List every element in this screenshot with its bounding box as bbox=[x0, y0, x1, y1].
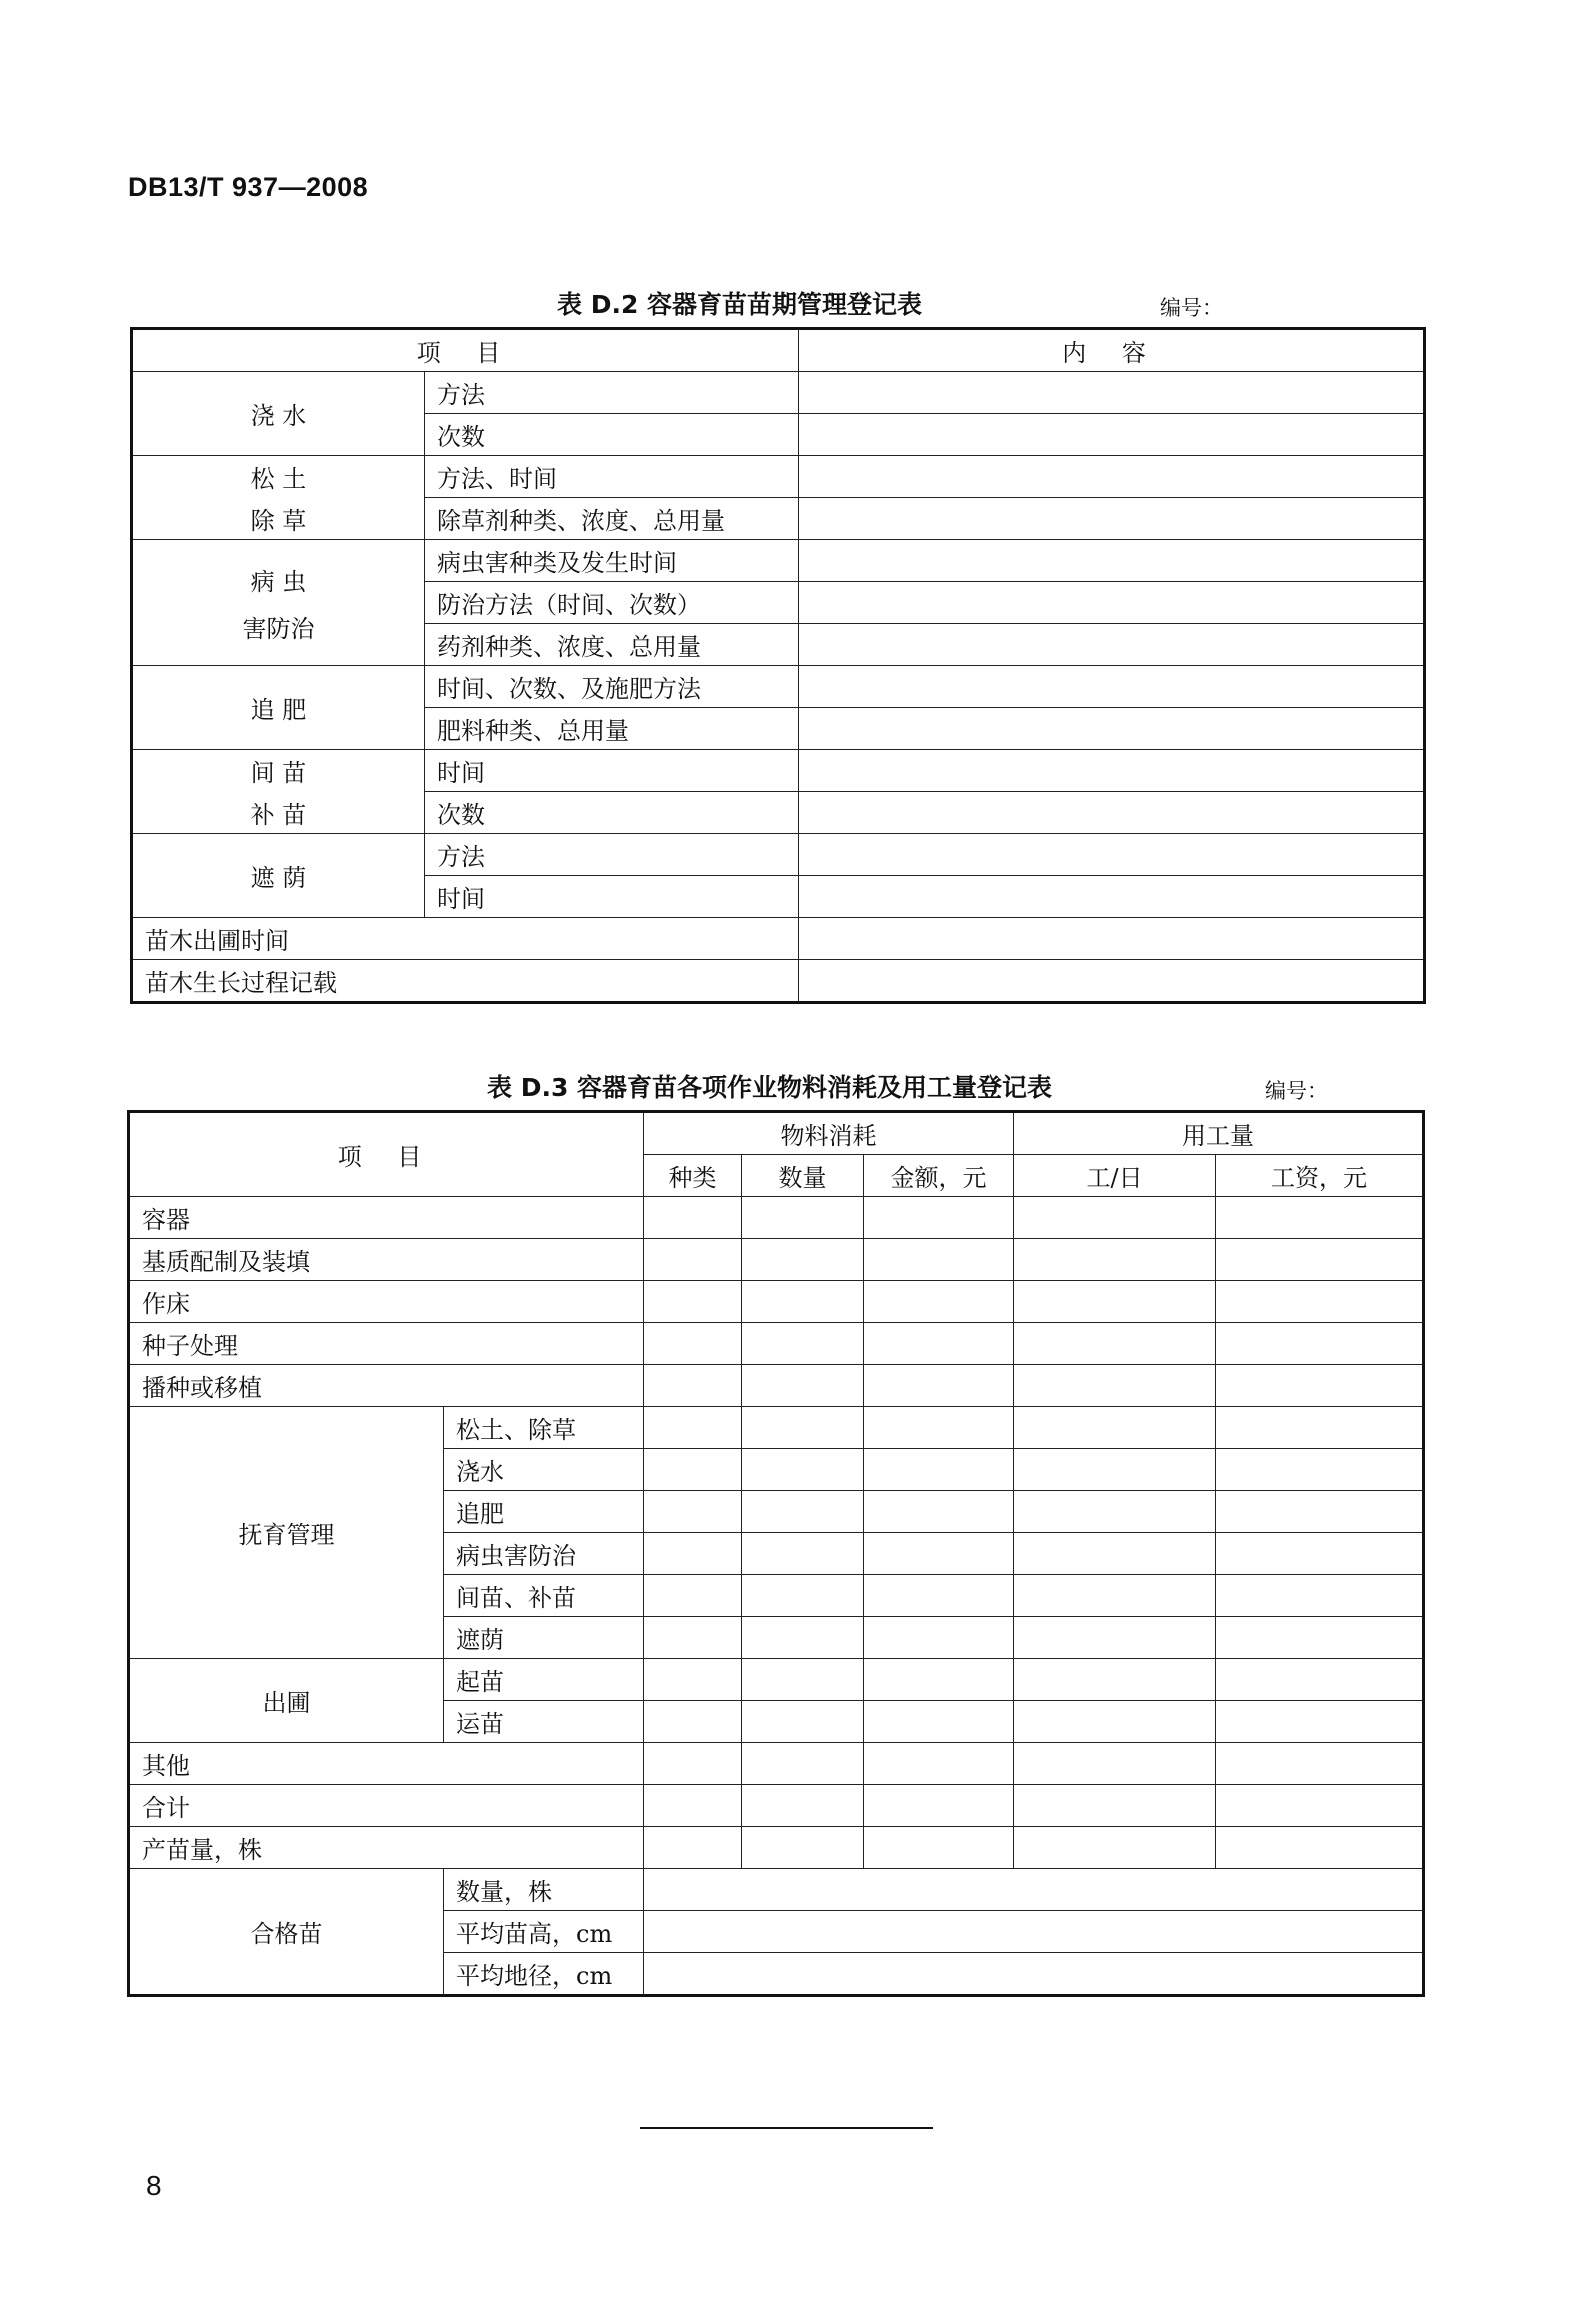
data-cell[interactable] bbox=[644, 1365, 742, 1407]
table-row bbox=[132, 792, 1425, 834]
group-qualified: 合格苗 bbox=[129, 1869, 444, 1996]
table-d3-number-label: 编号： bbox=[1265, 1079, 1328, 1103]
data-cell[interactable] bbox=[864, 1365, 1014, 1407]
table-row bbox=[129, 1785, 1424, 1827]
group-loosen-line1: 松 土 bbox=[132, 456, 425, 498]
data-cell[interactable] bbox=[1216, 1407, 1424, 1449]
data-cell[interactable] bbox=[742, 1407, 864, 1449]
table-row bbox=[129, 1827, 1424, 1869]
row-label: 基质配制及装填 bbox=[129, 1239, 644, 1281]
row-label: 运苗 bbox=[444, 1701, 644, 1743]
content-cell[interactable] bbox=[799, 918, 1425, 960]
header-item: 项 目 bbox=[132, 329, 799, 372]
row-label: 数量，株 bbox=[444, 1869, 644, 1911]
data-cell[interactable] bbox=[1216, 1827, 1424, 1869]
data-cell[interactable] bbox=[864, 1197, 1014, 1239]
row-label: 遮荫 bbox=[444, 1617, 644, 1659]
subheader-wages: 工资，元 bbox=[1216, 1155, 1424, 1197]
data-cell[interactable] bbox=[864, 1575, 1014, 1617]
item-cell: 药剂种类、浓度、总用量 bbox=[425, 624, 799, 666]
data-cell[interactable] bbox=[742, 1323, 864, 1365]
data-cell[interactable] bbox=[1216, 1491, 1424, 1533]
table-row bbox=[129, 1239, 1424, 1281]
table-row bbox=[132, 456, 1425, 498]
table-row bbox=[129, 1407, 1424, 1449]
row-label: 浇水 bbox=[444, 1449, 644, 1491]
data-cell[interactable] bbox=[742, 1743, 864, 1785]
data-cell[interactable] bbox=[644, 1617, 742, 1659]
table-row bbox=[132, 666, 1425, 708]
footer-rule bbox=[640, 2127, 933, 2129]
data-cell[interactable] bbox=[742, 1281, 864, 1323]
data-cell[interactable] bbox=[1216, 1533, 1424, 1575]
content-cell[interactable] bbox=[799, 372, 1425, 414]
data-cell[interactable] bbox=[1014, 1701, 1216, 1743]
table-d3 bbox=[127, 1110, 1425, 1997]
data-cell[interactable] bbox=[1216, 1617, 1424, 1659]
data-cell[interactable] bbox=[644, 1281, 742, 1323]
group-fertilize: 追 肥 bbox=[132, 666, 425, 750]
row-label: 其他 bbox=[129, 1743, 644, 1785]
data-cell[interactable] bbox=[1216, 1323, 1424, 1365]
table-row bbox=[129, 1323, 1424, 1365]
data-cell-wide[interactable] bbox=[644, 1953, 1424, 1996]
group-loosen-line2: 除 草 bbox=[132, 498, 425, 540]
group-shade: 遮 荫 bbox=[132, 834, 425, 918]
subheader-amount: 金额，元 bbox=[864, 1155, 1014, 1197]
data-cell[interactable] bbox=[864, 1449, 1014, 1491]
data-cell[interactable] bbox=[742, 1449, 864, 1491]
data-cell[interactable] bbox=[742, 1239, 864, 1281]
data-cell[interactable] bbox=[1014, 1365, 1216, 1407]
data-cell[interactable] bbox=[644, 1701, 742, 1743]
table-row bbox=[132, 540, 1425, 582]
data-cell[interactable] bbox=[644, 1407, 742, 1449]
item-out-time: 苗木出圃时间 bbox=[132, 918, 799, 960]
data-cell[interactable] bbox=[1014, 1659, 1216, 1701]
content-cell[interactable] bbox=[799, 582, 1425, 624]
data-cell[interactable] bbox=[864, 1281, 1014, 1323]
data-cell[interactable] bbox=[1216, 1701, 1424, 1743]
group-pest-line1: 病 虫 bbox=[250, 567, 307, 596]
data-cell[interactable] bbox=[864, 1701, 1014, 1743]
header-material: 物料消耗 bbox=[644, 1112, 1014, 1155]
row-label: 间苗、补苗 bbox=[444, 1575, 644, 1617]
subheader-quantity: 数量 bbox=[742, 1155, 864, 1197]
group-pest bbox=[132, 540, 425, 666]
content-cell[interactable] bbox=[799, 708, 1425, 750]
table-row bbox=[132, 834, 1425, 876]
table-row bbox=[129, 1743, 1424, 1785]
data-cell[interactable] bbox=[1014, 1407, 1216, 1449]
table-row bbox=[129, 1869, 1424, 1911]
data-cell[interactable] bbox=[1014, 1491, 1216, 1533]
data-cell[interactable] bbox=[864, 1407, 1014, 1449]
data-cell[interactable] bbox=[1014, 1239, 1216, 1281]
data-cell[interactable] bbox=[742, 1365, 864, 1407]
data-cell[interactable] bbox=[644, 1449, 742, 1491]
data-cell[interactable] bbox=[864, 1491, 1014, 1533]
content-cell[interactable] bbox=[799, 834, 1425, 876]
item-cell: 肥料种类、总用量 bbox=[425, 708, 799, 750]
row-label: 追肥 bbox=[444, 1491, 644, 1533]
table-row bbox=[132, 329, 1425, 372]
data-cell[interactable] bbox=[644, 1743, 742, 1785]
group-pest-line2: 害防治 bbox=[242, 614, 315, 643]
data-cell-wide[interactable] bbox=[644, 1869, 1424, 1911]
data-cell[interactable] bbox=[742, 1701, 864, 1743]
table-row bbox=[132, 960, 1425, 1003]
group-thin-line2: 补 苗 bbox=[132, 792, 425, 834]
item-cell: 时间 bbox=[425, 876, 799, 918]
data-cell[interactable] bbox=[864, 1743, 1014, 1785]
content-cell[interactable] bbox=[799, 750, 1425, 792]
row-label: 松土、除草 bbox=[444, 1407, 644, 1449]
item-cell: 次数 bbox=[425, 414, 799, 456]
data-cell[interactable] bbox=[644, 1785, 742, 1827]
table-row bbox=[132, 750, 1425, 792]
table-row bbox=[132, 498, 1425, 540]
data-cell[interactable] bbox=[742, 1491, 864, 1533]
group-outplant: 出圃 bbox=[129, 1659, 444, 1743]
data-cell[interactable] bbox=[742, 1533, 864, 1575]
table-row bbox=[132, 918, 1425, 960]
table-d2-caption: 表 D.2 容器育苗苗期管理登记表 bbox=[557, 290, 923, 319]
data-cell[interactable] bbox=[1014, 1323, 1216, 1365]
row-label: 平均地径，cm bbox=[444, 1953, 644, 1996]
header-item: 项 目 bbox=[129, 1112, 644, 1197]
header-labor: 用工量 bbox=[1014, 1112, 1424, 1155]
page-number: 8 bbox=[146, 2170, 162, 2201]
data-cell[interactable] bbox=[644, 1575, 742, 1617]
table-row bbox=[129, 1365, 1424, 1407]
group-watering: 浇 水 bbox=[132, 372, 425, 456]
item-cell: 次数 bbox=[425, 792, 799, 834]
data-cell[interactable] bbox=[1014, 1575, 1216, 1617]
data-cell[interactable] bbox=[644, 1323, 742, 1365]
data-cell[interactable] bbox=[864, 1323, 1014, 1365]
content-cell[interactable] bbox=[799, 960, 1425, 1003]
group-tending: 抚育管理 bbox=[129, 1407, 444, 1659]
data-cell[interactable] bbox=[742, 1785, 864, 1827]
row-label: 产苗量，株 bbox=[129, 1827, 644, 1869]
row-label: 合计 bbox=[129, 1785, 644, 1827]
row-label: 起苗 bbox=[444, 1659, 644, 1701]
data-cell[interactable] bbox=[1216, 1449, 1424, 1491]
data-cell[interactable] bbox=[1014, 1449, 1216, 1491]
data-cell[interactable] bbox=[644, 1659, 742, 1701]
data-cell[interactable] bbox=[1014, 1785, 1216, 1827]
data-cell[interactable] bbox=[742, 1197, 864, 1239]
data-cell[interactable] bbox=[742, 1659, 864, 1701]
content-cell[interactable] bbox=[799, 666, 1425, 708]
item-cell: 时间 bbox=[425, 750, 799, 792]
item-cell: 方法、时间 bbox=[425, 456, 799, 498]
standard-code: DB13/T 937—2008 bbox=[128, 172, 369, 202]
data-cell[interactable] bbox=[1216, 1659, 1424, 1701]
item-growth-record: 苗木生长过程记载 bbox=[132, 960, 799, 1003]
item-cell: 除草剂种类、浓度、总用量 bbox=[425, 498, 799, 540]
data-cell[interactable] bbox=[1014, 1281, 1216, 1323]
data-cell[interactable] bbox=[644, 1827, 742, 1869]
table-row bbox=[129, 1112, 1424, 1155]
content-cell[interactable] bbox=[799, 876, 1425, 918]
content-cell[interactable] bbox=[799, 624, 1425, 666]
content-cell[interactable] bbox=[799, 456, 1425, 498]
table-row bbox=[129, 1281, 1424, 1323]
item-cell: 防治方法（时间、次数） bbox=[425, 582, 799, 624]
content-cell[interactable] bbox=[799, 498, 1425, 540]
item-cell: 方法 bbox=[425, 834, 799, 876]
data-cell[interactable] bbox=[1216, 1239, 1424, 1281]
header-content: 内 容 bbox=[799, 329, 1425, 372]
content-cell[interactable] bbox=[799, 792, 1425, 834]
data-cell[interactable] bbox=[1014, 1827, 1216, 1869]
data-cell[interactable] bbox=[1216, 1197, 1424, 1239]
row-label: 病虫害防治 bbox=[444, 1533, 644, 1575]
table-d2 bbox=[130, 327, 1426, 1004]
data-cell[interactable] bbox=[1216, 1281, 1424, 1323]
data-cell[interactable] bbox=[864, 1785, 1014, 1827]
data-cell[interactable] bbox=[864, 1239, 1014, 1281]
data-cell[interactable] bbox=[1216, 1743, 1424, 1785]
data-cell[interactable] bbox=[1216, 1575, 1424, 1617]
data-cell[interactable] bbox=[742, 1827, 864, 1869]
table-row bbox=[129, 1197, 1424, 1239]
data-cell[interactable] bbox=[1216, 1785, 1424, 1827]
data-cell[interactable] bbox=[1014, 1617, 1216, 1659]
data-cell[interactable] bbox=[1216, 1365, 1424, 1407]
data-cell[interactable] bbox=[864, 1617, 1014, 1659]
row-label: 作床 bbox=[129, 1281, 644, 1323]
group-thin-line1: 间 苗 bbox=[132, 750, 425, 792]
table-row bbox=[129, 1659, 1424, 1701]
subheader-kind: 种类 bbox=[644, 1155, 742, 1197]
data-cell[interactable] bbox=[742, 1617, 864, 1659]
data-cell[interactable] bbox=[644, 1533, 742, 1575]
data-cell[interactable] bbox=[864, 1827, 1014, 1869]
data-cell[interactable] bbox=[644, 1491, 742, 1533]
data-cell[interactable] bbox=[864, 1659, 1014, 1701]
item-cell: 方法 bbox=[425, 372, 799, 414]
content-cell[interactable] bbox=[799, 540, 1425, 582]
item-cell: 病虫害种类及发生时间 bbox=[425, 540, 799, 582]
row-label: 播种或移植 bbox=[129, 1365, 644, 1407]
subheader-workdays: 工/日 bbox=[1014, 1155, 1216, 1197]
data-cell[interactable] bbox=[742, 1575, 864, 1617]
table-d3-caption: 表 D.3 容器育苗各项作业物料消耗及用工量登记表 bbox=[487, 1073, 1053, 1102]
row-label: 容器 bbox=[129, 1197, 644, 1239]
item-cell: 时间、次数、及施肥方法 bbox=[425, 666, 799, 708]
data-cell-wide[interactable] bbox=[644, 1911, 1424, 1953]
data-cell[interactable] bbox=[1014, 1197, 1216, 1239]
data-cell[interactable] bbox=[1014, 1533, 1216, 1575]
row-label: 平均苗高，cm bbox=[444, 1911, 644, 1953]
row-label: 种子处理 bbox=[129, 1323, 644, 1365]
data-cell[interactable] bbox=[864, 1533, 1014, 1575]
data-cell[interactable] bbox=[644, 1197, 742, 1239]
data-cell[interactable] bbox=[1014, 1743, 1216, 1785]
table-d2-number-label: 编号： bbox=[1160, 296, 1223, 320]
content-cell[interactable] bbox=[799, 414, 1425, 456]
table-row bbox=[132, 372, 1425, 414]
data-cell[interactable] bbox=[644, 1239, 742, 1281]
